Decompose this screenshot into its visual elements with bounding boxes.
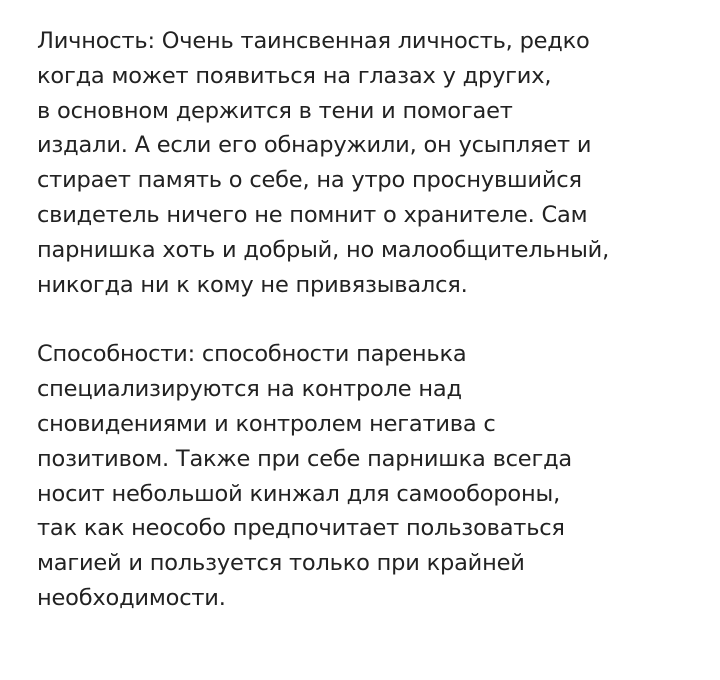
- text-line: специализируются на контроле над: [37, 376, 462, 403]
- paragraph-spacer: [37, 302, 707, 337]
- text-line: сновидениями и контролем негатива с: [37, 410, 496, 437]
- text-line: Способности: способности паренька: [37, 341, 467, 368]
- personality-paragraph: [37, 24, 707, 302]
- text-line: издали. А если его обнаружили, он усыпляет и: [37, 132, 592, 159]
- text-line: никогда ни к кому не привязывался.: [37, 271, 468, 298]
- text-line: носит небольшой кинжал для самообороны,: [37, 480, 561, 507]
- text-line: когда может появиться на глазах у других,: [37, 62, 552, 89]
- text-line: позитивом. Также при себе парнишка всегда: [37, 445, 573, 472]
- text-line: так как неособо предпочитает пользоваться: [37, 515, 565, 542]
- text-line: в основном держится в тени и помогает: [37, 97, 513, 124]
- text-line: Личность: Очень таинсвенная личность, редко: [37, 28, 590, 54]
- abilities-paragraph: [37, 337, 707, 615]
- text-line: свидетель ничего не помнит о хранителе. Сам: [37, 201, 588, 228]
- text-line: парнишка хоть и добрый, но малообщительный,: [37, 236, 610, 263]
- text-line: магией и пользуется только при крайней: [37, 550, 525, 577]
- text-line: необходимости.: [37, 584, 226, 611]
- text-line: стирает память о себе, на утро проснувшийся: [37, 167, 582, 194]
- document-body: [37, 24, 707, 616]
